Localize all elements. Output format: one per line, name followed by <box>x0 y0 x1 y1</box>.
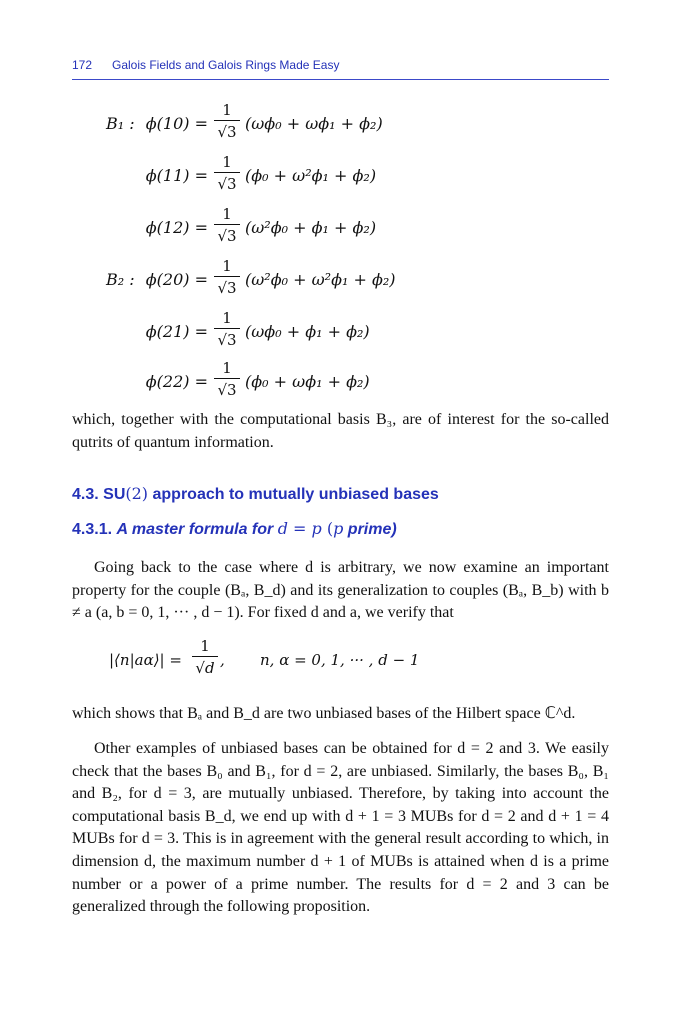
fraction-numerator: 1 <box>222 205 232 223</box>
fraction-denominator: √3 <box>217 123 237 141</box>
section-title-post: approach to mutually unbiased bases <box>148 486 439 503</box>
equation-lhs: ϕ(10) = <box>145 114 208 133</box>
paragraph-unbiased: which shows that Bₐ and B_d are two unbiased bases of the Hilbert space ℂ^d. <box>72 705 576 722</box>
page-number: 172 <box>72 58 93 72</box>
basis-label: B₂ : <box>106 270 135 289</box>
subsection-title-post: prime) <box>343 521 397 538</box>
equation-lhs: ϕ(20) = <box>145 270 208 289</box>
section-number: 4.3. <box>72 486 99 503</box>
paragraph-qutrits: which, together with the computational basis B₃, are of interest for the so-called qutrits of quantum information. <box>72 411 609 451</box>
subsection-title-mid: ( <box>321 519 334 538</box>
equation-rhs: (ωϕ₀ + ωϕ₁ + ϕ₂) <box>245 114 383 133</box>
fraction <box>214 257 240 298</box>
display-fraction-numerator: 1 <box>200 637 210 655</box>
paragraph-examples: Other examples of unbiased bases can be obtained for d = 2 and 3. We easily check that the bases B₀ and B₁, for d = 2, are unbiased. Similarly, the bases B₀, B₁ and B₂, for d = 3, are mutually unbiased. Therefore, by taking into account the computational basis B_d, we end up with d + 1 = 3 MUBs for d = 2 and d + 1 = 4 MUBs for d = 3. This is in agreement with the general result according to which, in dimension d, the maximum number d + 1 of MUBs is attained when d is a prime number or a power of a prime number. The results for d = 2 and 3 can be generalized through the following proposition. <box>72 740 609 916</box>
fraction-denominator: √3 <box>217 175 237 193</box>
equation-rhs: (ω²ϕ₀ + ϕ₁ + ϕ₂) <box>245 218 377 237</box>
subsection-number: 4.3.1. <box>72 521 113 538</box>
fraction-denominator: √3 <box>217 381 237 399</box>
fraction-denominator: √3 <box>217 331 237 349</box>
display-rhs: n, α = 0, 1, ··· , d − 1 <box>260 651 420 669</box>
running-title: Galois Fields and Galois Rings Made Easy <box>112 58 340 72</box>
subsection-title-math1: d = p <box>277 519 322 538</box>
equation-lhs: ϕ(22) = <box>145 372 208 391</box>
equation-rhs: (ϕ₀ + ω²ϕ₁ + ϕ₂) <box>245 166 377 185</box>
display-fraction <box>192 637 218 678</box>
basis-label: B₁ : <box>106 114 135 133</box>
equation-lhs: ϕ(21) = <box>145 322 208 341</box>
fraction-numerator: 1 <box>222 153 232 171</box>
fraction-numerator: 1 <box>222 309 232 327</box>
fraction-numerator: 1 <box>222 101 232 119</box>
fraction-numerator: 1 <box>222 359 232 377</box>
subsection-title-pre: A master formula for <box>116 521 278 538</box>
equation-lhs: ϕ(11) = <box>145 166 208 185</box>
display-comma: , <box>220 651 225 669</box>
equation-rhs: (ω²ϕ₀ + ω²ϕ₁ + ϕ₂) <box>245 270 396 289</box>
equation-rhs: (ωϕ₀ + ϕ₁ + ϕ₂) <box>245 322 370 341</box>
fraction <box>214 101 240 142</box>
paragraph-couple: Going back to the case where d is arbitrary, we now examine an important property for the couple (Bₐ, B_d) and its generalization to couples (Bₐ, B_b) with b ≠ a (a, b = 0, 1, ··· , d − 1). For fixed d and a, we verify that <box>72 559 609 621</box>
fraction-numerator: 1 <box>222 257 232 275</box>
equation-lhs: ϕ(12) = <box>145 218 208 237</box>
section-heading <box>72 484 439 504</box>
equation-block <box>0 0 679 400</box>
fraction-denominator: √3 <box>217 279 237 297</box>
fraction-denominator: √3 <box>217 227 237 245</box>
section-title-pre: SU <box>103 486 126 503</box>
fraction <box>214 309 240 350</box>
section-title-math: (2) <box>125 484 149 503</box>
fraction <box>214 359 240 400</box>
subsection-title-math2: p <box>333 519 344 538</box>
fraction <box>214 205 240 246</box>
equation-rhs: (ϕ₀ + ωϕ₁ + ϕ₂) <box>245 372 370 391</box>
display-fraction-denominator: √d <box>195 659 215 677</box>
display-lhs: |⟨n|aα⟩| = <box>109 651 182 669</box>
fraction <box>214 153 240 194</box>
subsection-heading <box>72 519 397 539</box>
